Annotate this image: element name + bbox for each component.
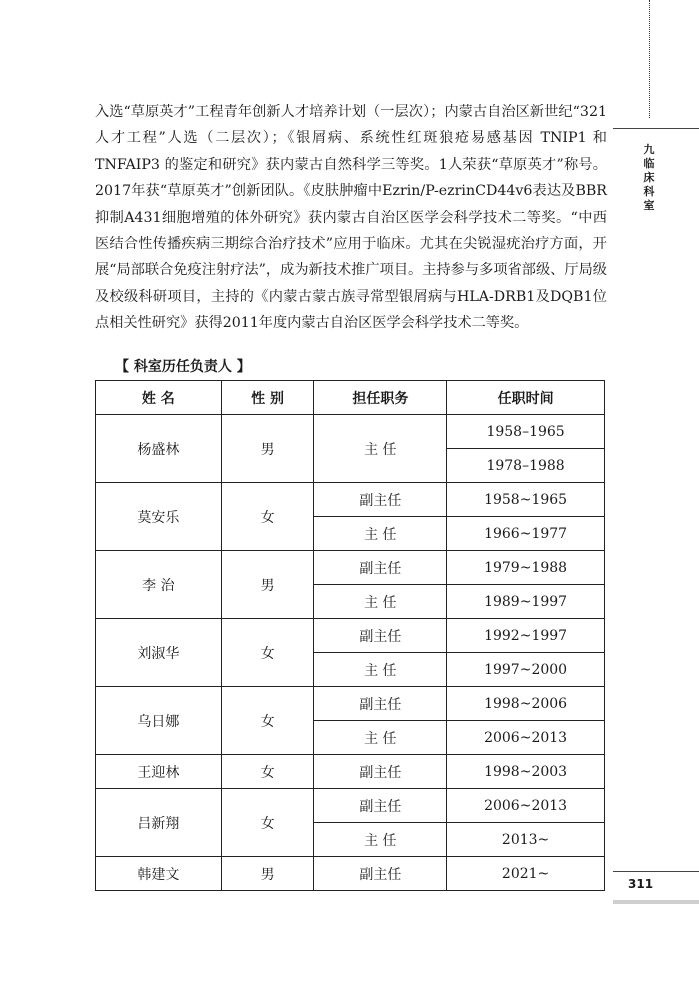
table-row (96, 619, 605, 653)
cell-position: 主 任 (314, 653, 447, 687)
leaders-table (95, 380, 605, 891)
cell-position: 主 任 (314, 415, 447, 483)
cell-name: 吕新翔 (96, 789, 222, 857)
table-row (96, 687, 605, 721)
cell-period: 1998~2003 (447, 755, 605, 789)
header-period: 任职时间 (447, 381, 605, 415)
cell-period: 1989~1997 (447, 585, 605, 619)
cell-name: 刘淑华 (96, 619, 222, 687)
header-name: 姓 名 (96, 381, 222, 415)
table-row (96, 857, 605, 891)
cell-name: 韩建文 (96, 857, 222, 891)
cell-position: 副主任 (314, 619, 447, 653)
table-row (96, 483, 605, 517)
side-dotted-rule (649, 0, 650, 118)
table-row (96, 415, 605, 449)
cell-period: 2006~2013 (447, 721, 605, 755)
cell-position: 副主任 (314, 483, 447, 517)
cell-position: 副主任 (314, 687, 447, 721)
section-title: 【 科室历任负责人 】 (115, 359, 251, 375)
page-number-box (613, 871, 699, 904)
cell-period: 2021~ (447, 857, 605, 891)
cell-name: 莫安乐 (96, 483, 222, 551)
cell-position: 副主任 (314, 857, 447, 891)
table-row (96, 551, 605, 585)
header-gender: 性 别 (221, 381, 314, 415)
cell-period: 2006~2013 (447, 789, 605, 823)
chapter-label: 九 临 床 科 室 (643, 143, 655, 212)
paragraph: 入选“草原英才”工程青年创新人才培养计划（一层次）；内蒙古自治区新世纪“321人才工程”人选（二层次）；《银屑病、系统性红斑狼疮易感基因 TNIP1 和 TNFAIP3 的鉴定和研究》获内蒙古自然科学三等奖。1人荣获“草原英才”称号。2017年获“草原英才”创新团队。《皮肤肿瘤中Ezrin/P-ezrinCD44v6表达及BBR抑制A431细胞增殖的体外研究》获内蒙古自治区医学会科学技术二等奖。“中西医结合性传播疾病三期综合治疗技术”应用于临床。尤其在尖锐湿疣治疗方面，开展“局部联合免疫注射疗法”，成为新技术推广项目。主持参与多项省部级、厅局级及校级科研项目，主持的《内蒙古蒙古族寻常型银屑病与HLA-DRB1及DQB1位点相关性研究》获得2011年度内蒙古自治区医学会科学技术二等奖。 (95, 104, 607, 332)
header-position: 担任职务 (314, 381, 447, 415)
cell-period: 2013~ (447, 823, 605, 857)
table-row (96, 755, 605, 789)
table-header-row (96, 381, 605, 415)
body-text (95, 99, 607, 337)
cell-period: 1966~1977 (447, 517, 605, 551)
table-row (96, 789, 605, 823)
cell-position: 副主任 (314, 551, 447, 585)
cell-position: 主 任 (314, 517, 447, 551)
table-body (96, 415, 605, 891)
cell-gender: 男 (221, 551, 314, 619)
cell-gender: 女 (221, 483, 314, 551)
cell-position: 主 任 (314, 585, 447, 619)
cell-position: 副主任 (314, 789, 447, 823)
cell-gender: 男 (221, 857, 314, 891)
cell-gender: 男 (221, 415, 314, 483)
cell-name: 乌日娜 (96, 687, 222, 755)
page-number: 311 (628, 877, 654, 891)
cell-period: 1998~2006 (447, 687, 605, 721)
cell-gender: 女 (221, 619, 314, 687)
cell-gender: 女 (221, 789, 314, 857)
side-rule (613, 128, 699, 129)
cell-name: 王迎林 (96, 755, 222, 789)
cell-position: 主 任 (314, 721, 447, 755)
cell-period: 1978–1988 (447, 449, 605, 483)
cell-name: 杨盛林 (96, 415, 222, 483)
cell-period: 1958~1965 (447, 483, 605, 517)
cell-period: 1979~1988 (447, 551, 605, 585)
cell-period: 1992~1997 (447, 619, 605, 653)
cell-period: 1958–1965 (447, 415, 605, 449)
cell-position: 主 任 (314, 823, 447, 857)
cell-period: 1997~2000 (447, 653, 605, 687)
cell-gender: 女 (221, 755, 314, 789)
cell-gender: 女 (221, 687, 314, 755)
cell-name: 李 治 (96, 551, 222, 619)
cell-position: 副主任 (314, 755, 447, 789)
